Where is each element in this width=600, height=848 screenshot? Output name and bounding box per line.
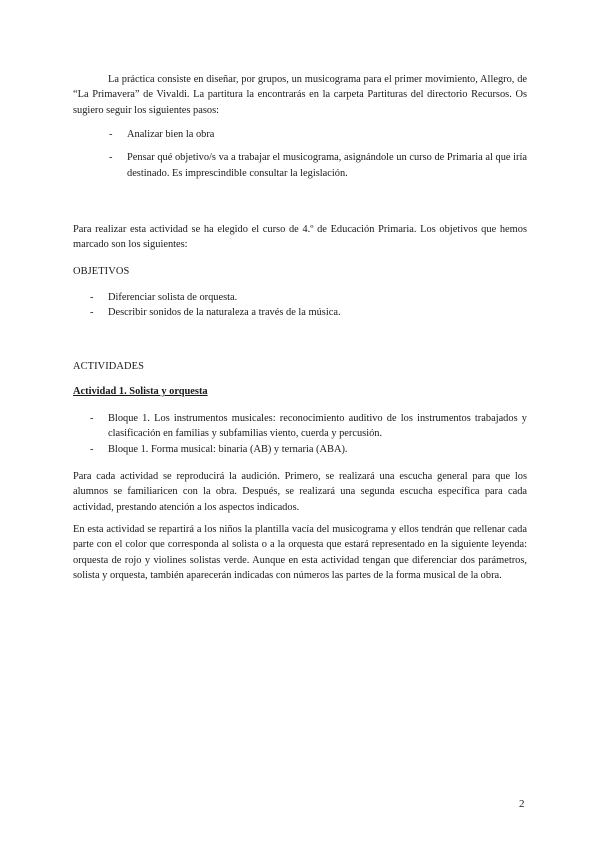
list-item: [73, 290, 527, 305]
intro-section: [73, 72, 527, 118]
objectives-list: [73, 290, 527, 321]
bullet-dash: -: [90, 413, 94, 424]
block-text: Bloque 1. Los instrumentos musicales: reconocimiento auditivo de los instrumentos trabajados y clasificación en familias y subfamilias viento, cuerda y percusión.: [108, 413, 527, 440]
activity1-paragraph1: Para cada actividad se reproducirá la audición. Primero, se realizará una escucha general para que los alumnos se familiaricen con la obra. Después, se realizará una segunda escucha específica para cada actividad, prestando atención a los aspectos indicados.: [73, 471, 527, 513]
course-section: [73, 222, 527, 253]
activity1-blocks-section: [73, 411, 527, 457]
bullet-dash: -: [109, 152, 113, 164]
bullet-dash: -: [90, 443, 94, 455]
page-number: 2: [519, 798, 525, 810]
list-item: [73, 127, 527, 142]
list-item: [73, 305, 527, 320]
step-text: Analizar bien la obra: [127, 129, 215, 140]
objectives-section: [73, 264, 527, 279]
objectives-list-section: [73, 290, 527, 321]
list-item: [73, 150, 527, 181]
objectives-heading: OBJETIVOS: [73, 266, 130, 277]
bullet-dash: -: [109, 129, 113, 140]
block-text: Bloque 1. Forma musical: binaria (AB) y ternaria (ABA).: [108, 443, 348, 455]
activity1-title-section: [73, 384, 527, 399]
list-item: [73, 411, 527, 442]
activity1-blocks-list: [73, 411, 527, 457]
objective-text: Describir sonidos de la naturaleza a través de la música.: [108, 307, 341, 319]
objective-text: Diferenciar solista de orquesta.: [108, 292, 238, 303]
steps-section: [73, 127, 527, 181]
course-paragraph: Para realizar esta actividad se ha elegido el curso de 4.º de Educación Primaria. Los objetivos que hemos marcado son los siguientes:: [73, 224, 527, 251]
activities-section: [73, 359, 527, 374]
step-text: Pensar qué objetivo/s va a trabajar el musicograma, asignándole un curso de Primaria al que iría destinado. Es imprescindible consultar la legislación.: [127, 152, 527, 179]
list-item: [73, 442, 527, 457]
activity1-title: Actividad 1. Solista y orquesta: [73, 386, 208, 397]
steps-list: [73, 127, 527, 181]
bullet-dash: -: [90, 292, 94, 303]
bullet-dash: -: [90, 307, 94, 319]
activity1-paragraph2: En esta actividad se repartirá a los niños la plantilla vacía del musicograma y ellos tendrán que rellenar cada parte con el color que corresponda al solista o a la orquesta que estará representado en la siguiente leyenda: orquesta de rojo y violines solistas verde. Aunque en esta actividad tengan que diferenciar dos parámetros, solista y orquesta, también aparecerán indicadas con números las partes de la forma musical de la obra.: [73, 524, 527, 582]
activities-heading: ACTIVIDADES: [73, 361, 144, 372]
intro-paragraph: La práctica consiste en diseñar, por grupos, un musicograma para el primer movimiento, Allegro, de “La Primavera” de Vivaldi. La partitura la encontrarás en la carpeta Partituras del directorio Recursos. Os sugiero seguir los siguientes pasos:: [73, 74, 527, 116]
activity1-paragraph2-section: [73, 522, 527, 584]
activity1-paragraph1-section: [73, 469, 527, 515]
